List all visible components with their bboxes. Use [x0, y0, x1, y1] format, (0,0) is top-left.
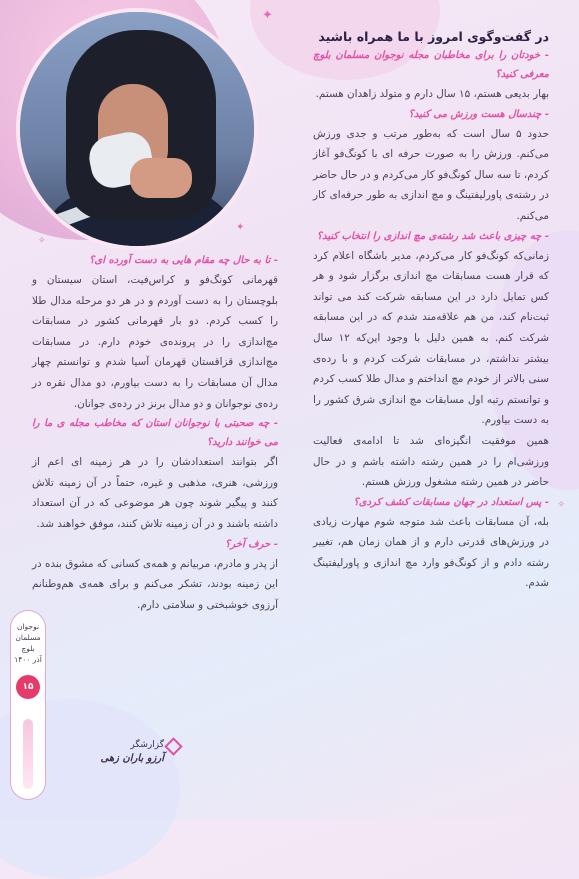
interview-question: - چه چیزی باعث شد رشته‌ی مچ اندازی را انتخاب کنید؟ — [316, 230, 549, 242]
answer-paragraph: همین موفقیت انگیزه‌ای شد تا ادامه‌ی فعالیت ورزشی‌ام را در همین رشته داشته باشم و در حال حاضر در همین رشته مشغول ورزش هستم. — [313, 434, 549, 489]
answer-paragraph: حدود ۵ سال است که به‌طور مرتب و جدی ورزش می‌کنم. ورزش را به صورت حرفه ای با کونگ‌فو آغاز کردم، تا سه سال کونگ‌فو کار می‌کردم و در حال حاضر در رشته‌ی پاورلیفتینگ و مچ اندازی به طور حرفه‌ای کار می‌کنم. — [313, 127, 550, 222]
reporter-credit — [84, 738, 164, 766]
athlete-photo — [20, 12, 254, 246]
badge-line: نوجوان — [16, 622, 40, 631]
badge-line: بلوچ — [21, 644, 35, 653]
interview-question: - پس استعداد در جهان مسابقات کشف کردی؟ — [353, 496, 549, 508]
badge-line: مسلمان — [15, 633, 41, 642]
answer-paragraph: زمانی‌که کونگ‌فو کار می‌کردم، مدیر باشگاه اعلام کرد که قرار هست مسابقات مچ اندازی برگزار شود و هر کس تمایل دارد در این مسابقه شرکت کند می تواند ثبت‌نام کند، من هم علاقه‌مند شدم که در این مسابقه شرکت کنم. به همین دلیل با وجود این‌که ۱۲ سال بیشتر نداشتم، در مسابقات شرکت کردم و با رده‌ی سنی بالاتر از خودم مچ انداختم و مدال طلا کسب کردم و توانستم رتبه اول مسابقات مچ اندازی شرق کشور را به دست بیاورم. — [313, 249, 549, 427]
answer-paragraph: بهار بدیعی هستم، ۱۵ سال دارم و متولد زاهدان هستم. — [315, 88, 549, 100]
interview-question: - تا به حال چه مقام هایی به دست آورده ای؟ — [89, 255, 278, 266]
magazine-badge — [10, 610, 46, 800]
answer-paragraph: از پدر و مادرم، مربیانم و همه‌ی کسانی که مشوق بنده در این زمینه بودند، تشکر می‌کنم و برای همه‌ی هم‌وطنانم آرزوی خوشبختی و سلامتی دارم. — [32, 557, 278, 611]
answer-paragraph: اگر بتوانند استعدادشان را در هر زمینه ای اعم از ورزشی، هنری، مذهبی و غیره، حتماً در آن زمینه تلاش کنند و پیگیر شوند چون هر موضوعی که در آن استعداد داشته باشند و در آن زمینه تلاش کنند، موفق خواهند شد. — [32, 456, 278, 530]
interview-question: - چندسال هست ورزش می کنید؟ — [408, 108, 549, 120]
interview-question: - خودتان را برای مخاطبان مجله نوجوان مسلمان بلوچ معرفی کنید؟ — [313, 50, 549, 80]
sparkle-icon: ✦ — [262, 8, 273, 23]
left-column — [32, 251, 278, 615]
badge-tail — [23, 719, 33, 789]
badge-line: آذر ۱۴۰۰ — [14, 655, 42, 664]
page-title: در گفت‌وگوی امروز با ما همراه باشید — [318, 29, 549, 44]
issue-number: ۱۵ — [16, 675, 40, 699]
reporter-name: آرزو باران زهی — [100, 753, 164, 764]
interview-question: - حرف آخر؟ — [225, 538, 278, 550]
sparkle-icon: ✧ — [557, 500, 565, 510]
answer-paragraph: قهرمانی کونگ‌فو و کراس‌فیت، استان سیستان و بلوچستان را به دست آوردم و در هر دو مرحله مدال طلا را کسب کردم. دو بار قهرمانی کشور در مسابقات مچ‌اندازی را در پرونده‌ی خودم دارم. در مسابقات مچ‌اندازی قزاقستان قهرمان آسیا شدم و توانستم چهار مدال آن مسابقات را به دست بیاورم، دو مدال نقره در رده‌ی نوجوانان و دو مدال برنز در رده‌ی جوانان. — [32, 274, 278, 410]
interview-question: - چه صحبتی با نوجوانان استان که مخاطب مجله ی ما را می خوانند دارید؟ — [32, 418, 278, 449]
answer-paragraph: بله، آن مسابقات باعث شد متوجه شوم مهارت زیادی در ورزش‌های قدرتی دارم و از همان زمان هم، تغییر رشته دادم و از کونگ‌فو وارد مچ اندازی و پاورلیفتینگ شدم. — [313, 515, 549, 590]
reporter-label: گزارشگر — [130, 740, 164, 750]
right-column — [313, 28, 549, 594]
